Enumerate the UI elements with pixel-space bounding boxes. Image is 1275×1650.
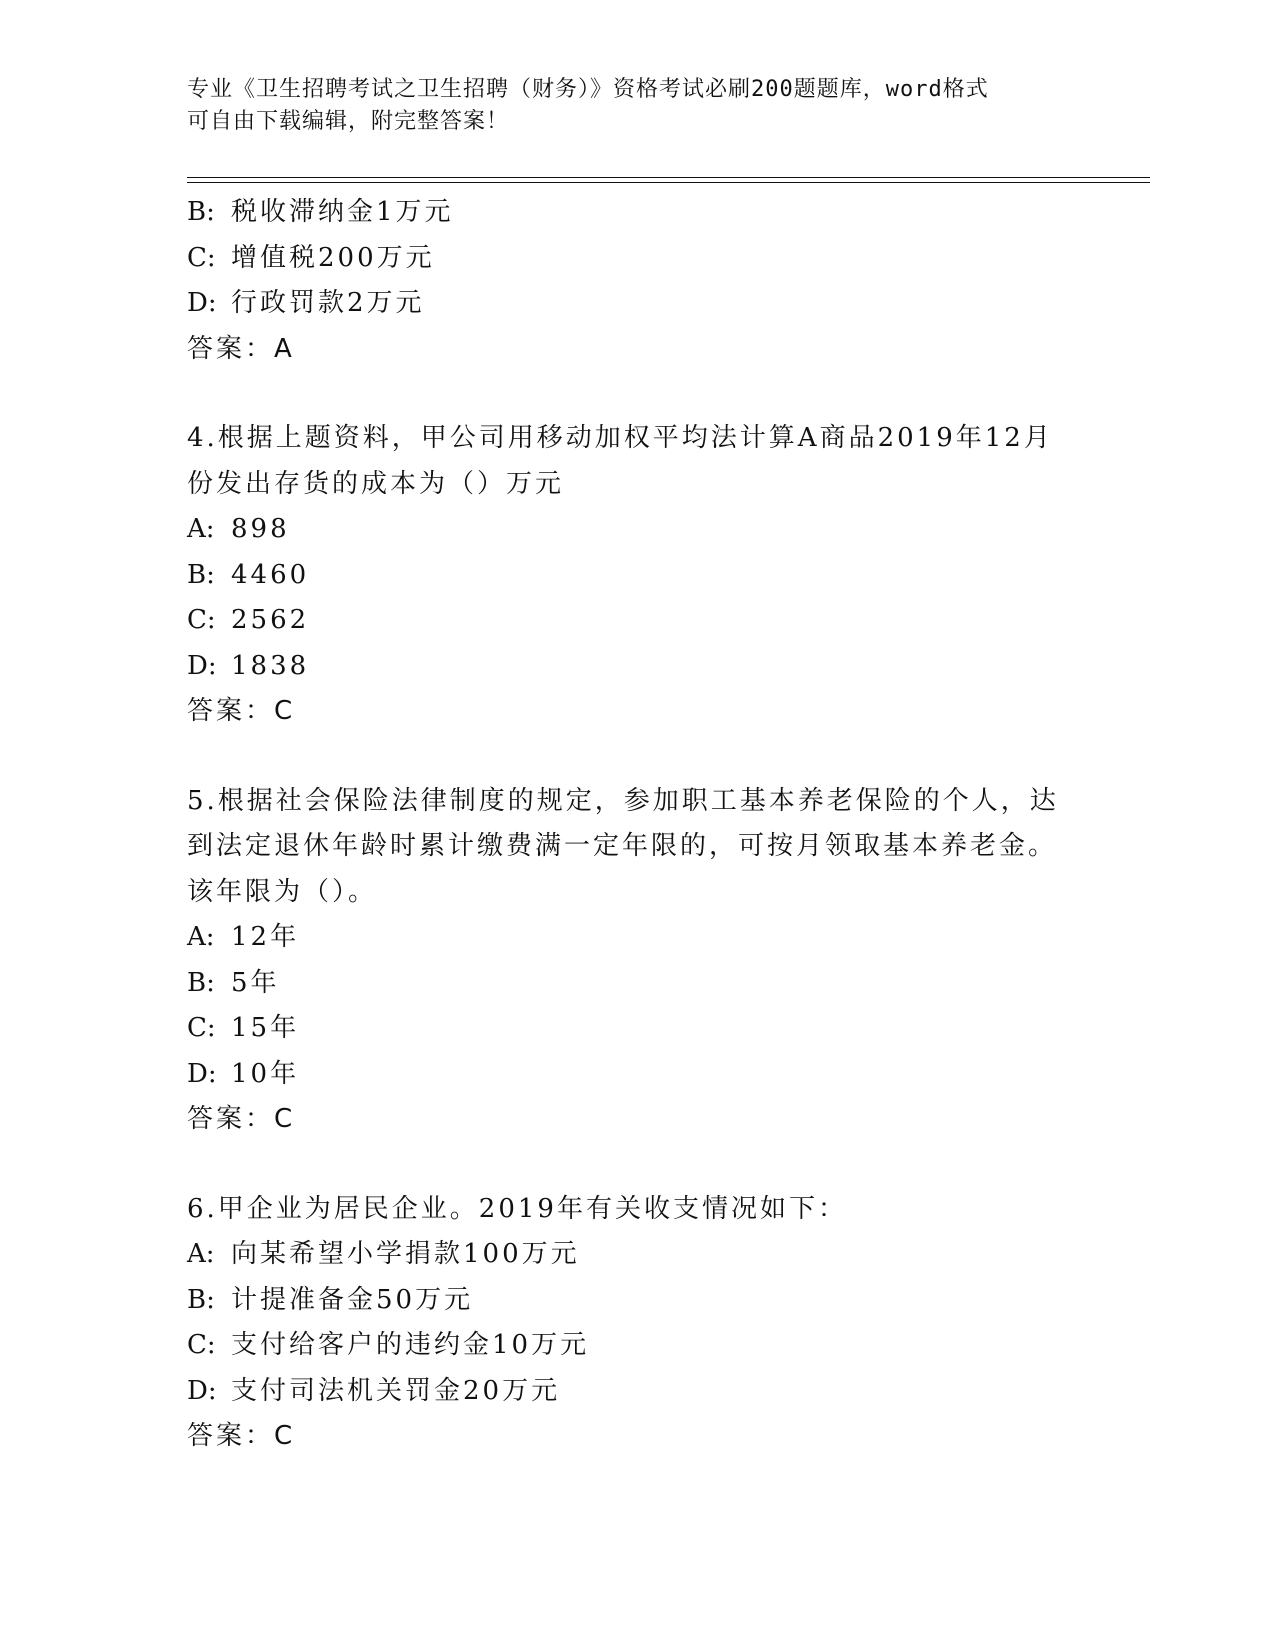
option-a: A: 向某希望小学捐款100万元 (187, 1239, 580, 1269)
header-divider-top (187, 177, 1150, 178)
header-divider-bottom (187, 182, 1150, 183)
option-c: C: 增值税200万元 (187, 242, 435, 273)
document-header (187, 74, 1087, 138)
option-b: B: 税收滞纳金1万元 (187, 197, 454, 227)
option-c: C: 15年 (187, 1013, 300, 1043)
question-list (187, 190, 1087, 1460)
question-4 (187, 416, 1087, 735)
option-d: D: 1838 (187, 650, 310, 681)
option-c: C: 支付给客户的违约金10万元 (187, 1330, 590, 1360)
question-stem: 5.根据社会保险法律制度的规定，参加职工基本养老保险的个人，达 (187, 785, 1059, 816)
question-stem: 该年限为（）。 (187, 876, 378, 907)
question-5 (187, 779, 1087, 1143)
header-line-1: 专业《卫生招聘考试之卫生招聘（财务）》资格考试必刷200题题库，word格式 (187, 77, 989, 102)
question-stem: 4.根据上题资料，甲公司用移动加权平均法计算A商品2019年12月 (187, 423, 1053, 453)
answer: 答案：C (187, 696, 296, 726)
question-stem: 6.甲企业为居民企业。2019年有关收支情况如下： (187, 1193, 847, 1224)
question-6 (187, 1187, 1087, 1460)
option-d: D: 10年 (187, 1058, 300, 1089)
option-b: B: 计提准备金50万元 (187, 1284, 474, 1315)
option-a: A: 12年 (187, 922, 300, 952)
question-stem: 到法定退休年龄时累计缴费满一定年限的，可按月领取基本养老金。 (187, 831, 1058, 861)
question-3-tail (187, 190, 1087, 372)
header-line-2: 可自由下载编辑，附完整答案！ (187, 109, 510, 134)
option-d: D: 行政罚款2万元 (187, 288, 425, 318)
option-a: A: 898 (187, 514, 290, 544)
option-b: B: 4460 (187, 559, 310, 590)
option-c: C: 2562 (187, 605, 310, 635)
question-stem: 份发出存货的成本为（）万元 (187, 468, 565, 499)
answer: 答案：C (187, 1421, 296, 1451)
option-d: D: 支付司法机关罚金20万元 (187, 1375, 561, 1406)
answer: 答案：C (187, 1104, 296, 1134)
answer: 答案：A (187, 333, 295, 364)
option-b: B: 5年 (187, 967, 280, 998)
